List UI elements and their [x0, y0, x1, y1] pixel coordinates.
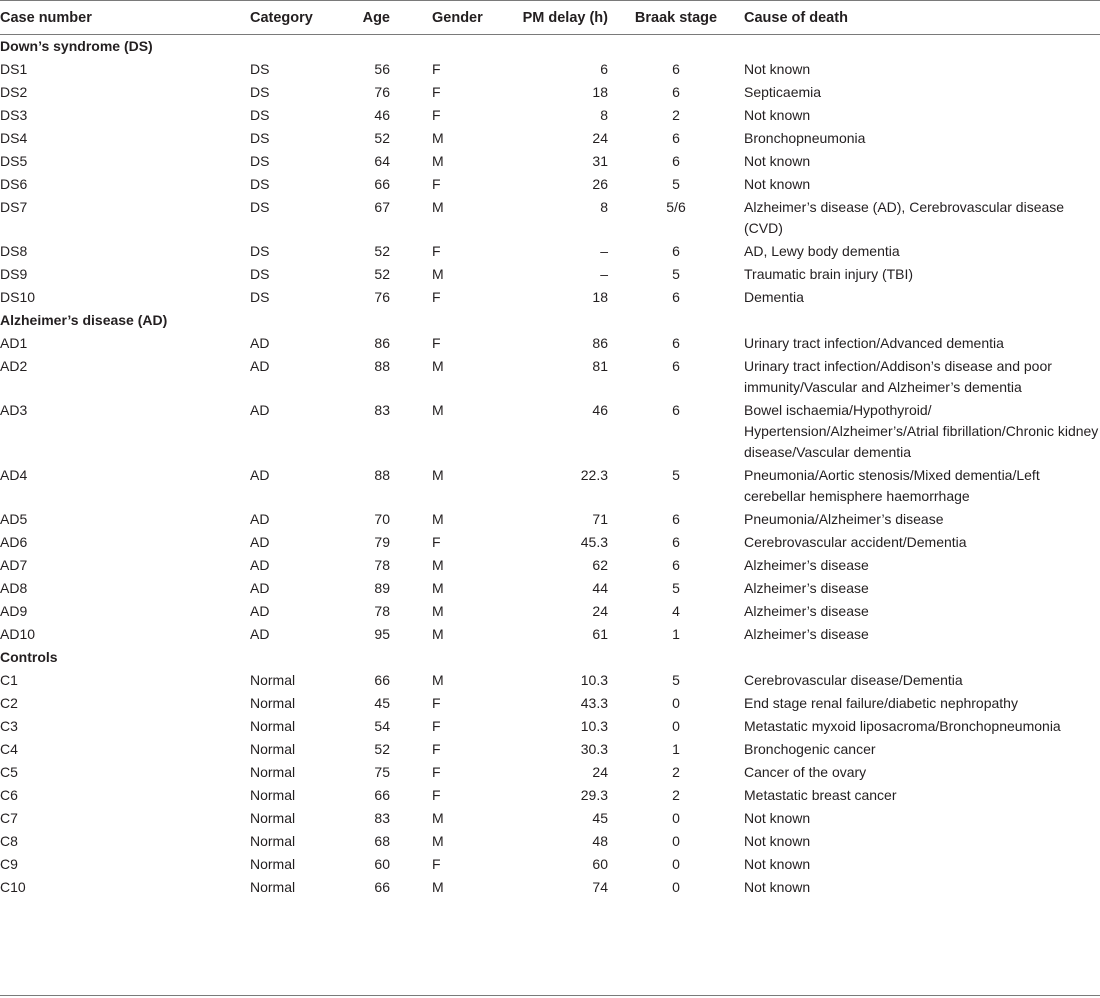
cell-category: AD	[250, 580, 270, 596]
table-row	[0, 263, 1100, 286]
cell-gender: M	[432, 402, 444, 418]
cell-gender: F	[432, 534, 441, 550]
cell-case-number: C8	[0, 833, 18, 849]
cell-braak-stage: 6	[672, 153, 680, 169]
cell-category: AD	[250, 335, 270, 351]
cell-cause-of-death: Bowel ischaemia/Hypothyroid/ Hypertension/Alzheimer’s/Atrial fibrillation/Chronic kidney disease/Vascular dementia	[744, 402, 1099, 460]
cell-age: 54	[374, 718, 390, 734]
header-age: Age	[362, 9, 390, 26]
cell-category: Normal	[250, 787, 296, 803]
cell-case-number: C3	[0, 718, 18, 734]
cell-case-number: AD8	[0, 580, 28, 596]
cell-spacer	[390, 692, 432, 715]
cell-pm-delay: 74	[592, 879, 608, 895]
cell-age: 79	[374, 534, 390, 550]
cell-age: 75	[374, 764, 390, 780]
table-body	[0, 35, 1100, 900]
table-row	[0, 464, 1100, 508]
cell-cause-of-death: Not known	[744, 107, 811, 123]
table-row	[0, 876, 1100, 899]
table-row	[0, 286, 1100, 309]
cell-cause-of-death: Not known	[744, 856, 811, 872]
table-row	[0, 150, 1100, 173]
cell-age: 83	[374, 402, 390, 418]
table-row	[0, 830, 1100, 853]
cell-age: 66	[374, 672, 390, 688]
cell-gender: M	[432, 511, 444, 527]
cell-category: Normal	[250, 764, 296, 780]
table-row	[0, 715, 1100, 738]
header-cause-of-death: Cause of death	[744, 9, 848, 26]
cell-spacer	[390, 150, 432, 173]
cell-case-number: C9	[0, 856, 18, 872]
cell-cause-of-death: Cerebrovascular accident/Dementia	[744, 534, 967, 550]
cell-spacer	[390, 399, 432, 464]
cell-age: 56	[374, 61, 390, 77]
cell-spacer	[390, 876, 432, 899]
cell-category: AD	[250, 534, 270, 550]
cell-cause-of-death: Not known	[744, 879, 811, 895]
table-row	[0, 173, 1100, 196]
group-header-row	[0, 646, 1100, 669]
cell-spacer	[390, 807, 432, 830]
cell-spacer	[390, 577, 432, 600]
cell-gender: F	[432, 84, 441, 100]
cell-case-number: DS10	[0, 289, 36, 305]
cell-cause-of-death: Alzheimer’s disease	[744, 603, 869, 619]
group-title: Controls	[0, 649, 58, 665]
cell-category: AD	[250, 626, 270, 642]
cell-spacer	[390, 464, 432, 508]
cell-pm-delay: –	[600, 243, 608, 259]
cell-pm-delay: 24	[592, 130, 608, 146]
cell-age: 95	[374, 626, 390, 642]
cell-braak-stage: 6	[672, 84, 680, 100]
cell-pm-delay: 31	[592, 153, 608, 169]
table-row	[0, 623, 1100, 646]
cell-spacer	[390, 853, 432, 876]
group-header-row	[0, 35, 1100, 59]
cell-braak-stage: 0	[672, 810, 680, 826]
cell-cause-of-death: Not known	[744, 176, 811, 192]
cell-spacer	[390, 81, 432, 104]
cell-braak-stage: 5/6	[666, 199, 686, 215]
cell-spacer	[390, 830, 432, 853]
cell-pm-delay: 24	[592, 603, 608, 619]
cell-category: AD	[250, 467, 270, 483]
cell-case-number: DS7	[0, 199, 28, 215]
cell-spacer	[390, 104, 432, 127]
cell-category: DS	[250, 176, 270, 192]
cell-spacer	[390, 508, 432, 531]
cell-gender: F	[432, 107, 441, 123]
cell-age: 86	[374, 335, 390, 351]
cell-age: 60	[374, 856, 390, 872]
cell-case-number: AD1	[0, 335, 28, 351]
cell-pm-delay: 18	[592, 84, 608, 100]
cell-age: 45	[374, 695, 390, 711]
cell-pm-delay: 8	[600, 199, 608, 215]
cell-gender: F	[432, 718, 441, 734]
cell-cause-of-death: Urinary tract infection/Addison’s disease and poor immunity/Vascular and Alzheimer’s dementia	[744, 358, 1052, 395]
cell-cause-of-death: End stage renal failure/diabetic nephropathy	[744, 695, 1018, 711]
cell-case-number: DS6	[0, 176, 28, 192]
cell-category: Normal	[250, 672, 296, 688]
cell-spacer	[390, 531, 432, 554]
cell-gender: F	[432, 695, 441, 711]
cell-category: Normal	[250, 833, 296, 849]
cell-gender: F	[432, 764, 441, 780]
cell-gender: M	[432, 467, 444, 483]
cell-cause-of-death: Cancer of the ovary	[744, 764, 867, 780]
cell-pm-delay: 45.3	[580, 534, 608, 550]
cell-pm-delay: 10.3	[580, 718, 608, 734]
cell-case-number: C1	[0, 672, 18, 688]
cell-pm-delay: 46	[592, 402, 608, 418]
cell-braak-stage: 6	[672, 130, 680, 146]
cell-cause-of-death: Traumatic brain injury (TBI)	[744, 266, 914, 282]
cell-cause-of-death: Alzheimer’s disease	[744, 557, 869, 573]
cell-case-number: DS1	[0, 61, 28, 77]
cell-age: 88	[374, 358, 390, 374]
cell-category: AD	[250, 358, 270, 374]
cell-category: Normal	[250, 718, 296, 734]
cell-braak-stage: 0	[672, 833, 680, 849]
cell-braak-stage: 0	[672, 718, 680, 734]
table-row	[0, 692, 1100, 715]
cell-gender: M	[432, 672, 444, 688]
cell-braak-stage: 5	[672, 672, 680, 688]
cell-category: Normal	[250, 741, 296, 757]
cell-pm-delay: 30.3	[580, 741, 608, 757]
cell-spacer	[390, 127, 432, 150]
table-row	[0, 577, 1100, 600]
table-row	[0, 104, 1100, 127]
cell-age: 66	[374, 879, 390, 895]
cell-pm-delay: 60	[592, 856, 608, 872]
cell-case-number: DS2	[0, 84, 28, 100]
header-braak-stage: Braak stage	[634, 9, 718, 26]
cell-braak-stage: 2	[672, 787, 680, 803]
cell-case-number: AD10	[0, 626, 36, 642]
cell-pm-delay: 18	[592, 289, 608, 305]
cell-age: 52	[374, 130, 390, 146]
cell-case-number: AD4	[0, 467, 28, 483]
cell-pm-delay: 86	[592, 335, 608, 351]
cell-age: 52	[374, 266, 390, 282]
table-row	[0, 554, 1100, 577]
cell-pm-delay: 62	[592, 557, 608, 573]
cell-age: 88	[374, 467, 390, 483]
cell-braak-stage: 4	[672, 603, 680, 619]
cell-spacer	[390, 715, 432, 738]
cell-age: 83	[374, 810, 390, 826]
cell-case-number: C2	[0, 695, 18, 711]
cell-case-number: DS3	[0, 107, 28, 123]
table-row	[0, 127, 1100, 150]
cell-category: AD	[250, 557, 270, 573]
cell-case-number: C4	[0, 741, 18, 757]
cell-cause-of-death: Alzheimer’s disease	[744, 580, 869, 596]
table-row	[0, 531, 1100, 554]
cell-cause-of-death: Not known	[744, 153, 811, 169]
cell-age: 64	[374, 153, 390, 169]
cell-category: DS	[250, 199, 270, 215]
table-row	[0, 600, 1100, 623]
cell-gender: F	[432, 335, 441, 351]
table-row	[0, 784, 1100, 807]
cell-gender: M	[432, 833, 444, 849]
cell-category: Normal	[250, 695, 296, 711]
cell-age: 66	[374, 787, 390, 803]
table-row	[0, 332, 1100, 355]
cell-cause-of-death: Pneumonia/Aortic stenosis/Mixed dementia/Left cerebellar hemisphere haemorrhage	[744, 467, 1040, 504]
cell-pm-delay: 22.3	[580, 467, 608, 483]
cell-case-number: AD5	[0, 511, 28, 527]
cell-spacer	[390, 355, 432, 399]
cell-pm-delay: 48	[592, 833, 608, 849]
cell-case-number: AD3	[0, 402, 28, 418]
cell-braak-stage: 6	[672, 243, 680, 259]
table-row	[0, 399, 1100, 464]
table-row	[0, 669, 1100, 692]
cell-pm-delay: –	[600, 266, 608, 282]
cell-spacer	[390, 669, 432, 692]
cell-braak-stage: 6	[672, 557, 680, 573]
cell-cause-of-death: Septicaemia	[744, 84, 822, 100]
cell-gender: M	[432, 580, 444, 596]
cell-category: DS	[250, 289, 270, 305]
header-category: Category	[250, 9, 313, 26]
cell-case-number: DS4	[0, 130, 28, 146]
table-row	[0, 807, 1100, 830]
cell-category: DS	[250, 84, 270, 100]
cell-pm-delay: 10.3	[580, 672, 608, 688]
cell-braak-stage: 6	[672, 335, 680, 351]
cell-braak-stage: 5	[672, 580, 680, 596]
cell-gender: F	[432, 61, 441, 77]
cell-gender: M	[432, 153, 444, 169]
cell-cause-of-death: Cerebrovascular disease/Dementia	[744, 672, 963, 688]
cell-pm-delay: 24	[592, 764, 608, 780]
table-row	[0, 508, 1100, 531]
cell-case-number: C5	[0, 764, 18, 780]
cell-spacer	[390, 784, 432, 807]
cell-category: AD	[250, 511, 270, 527]
cell-spacer	[390, 263, 432, 286]
cell-spacer	[390, 240, 432, 263]
cell-braak-stage: 6	[672, 511, 680, 527]
group-title: Alzheimer’s disease (AD)	[0, 312, 168, 328]
cell-braak-stage: 6	[672, 534, 680, 550]
cell-braak-stage: 1	[672, 741, 680, 757]
cell-age: 78	[374, 603, 390, 619]
cell-gender: M	[432, 879, 444, 895]
cell-age: 76	[374, 84, 390, 100]
cell-pm-delay: 43.3	[580, 695, 608, 711]
cell-spacer	[390, 623, 432, 646]
cell-pm-delay: 26	[592, 176, 608, 192]
cell-pm-delay: 81	[592, 358, 608, 374]
cell-spacer	[390, 600, 432, 623]
cell-braak-stage: 5	[672, 266, 680, 282]
cell-case-number: AD7	[0, 557, 28, 573]
cell-gender: F	[432, 741, 441, 757]
cell-category: DS	[250, 61, 270, 77]
cell-cause-of-death: Not known	[744, 810, 811, 826]
cell-gender: F	[432, 176, 441, 192]
table-row	[0, 853, 1100, 876]
cell-case-number: AD6	[0, 534, 28, 550]
cell-age: 67	[374, 199, 390, 215]
cell-braak-stage: 0	[672, 856, 680, 872]
cell-category: Normal	[250, 879, 296, 895]
cell-braak-stage: 2	[672, 764, 680, 780]
cell-cause-of-death: AD, Lewy body dementia	[744, 243, 900, 259]
cell-age: 52	[374, 243, 390, 259]
table-row	[0, 58, 1100, 81]
cell-category: DS	[250, 153, 270, 169]
cell-category: DS	[250, 243, 270, 259]
header-case-number: Case number	[0, 9, 92, 26]
cell-case-number: AD2	[0, 358, 28, 374]
cell-gender: M	[432, 810, 444, 826]
cell-gender: M	[432, 266, 444, 282]
cell-age: 78	[374, 557, 390, 573]
cell-spacer	[390, 738, 432, 761]
cell-gender: M	[432, 557, 444, 573]
cell-category: Normal	[250, 856, 296, 872]
cell-age: 76	[374, 289, 390, 305]
cell-braak-stage: 5	[672, 176, 680, 192]
table-row	[0, 738, 1100, 761]
group-header-row	[0, 309, 1100, 332]
cell-case-number: DS8	[0, 243, 28, 259]
cell-gender: F	[432, 243, 441, 259]
cell-pm-delay: 29.3	[580, 787, 608, 803]
cell-case-number: C10	[0, 879, 26, 895]
cell-gender: M	[432, 130, 444, 146]
cell-cause-of-death: Not known	[744, 833, 811, 849]
cell-spacer	[390, 173, 432, 196]
cell-cause-of-death: Metastatic myxoid liposacroma/Bronchopneumonia	[744, 718, 1061, 734]
cell-cause-of-death: Alzheimer’s disease (AD), Cerebrovascular disease (CVD)	[744, 199, 1065, 236]
cell-pm-delay: 6	[600, 61, 608, 77]
cell-pm-delay: 8	[600, 107, 608, 123]
cell-cause-of-death: Metastatic breast cancer	[744, 787, 897, 803]
cell-braak-stage: 6	[672, 61, 680, 77]
cell-age: 66	[374, 176, 390, 192]
cell-braak-stage: 1	[672, 626, 680, 642]
cell-pm-delay: 61	[592, 626, 608, 642]
group-title: Down’s syndrome (DS)	[0, 38, 153, 54]
cell-category: DS	[250, 266, 270, 282]
cell-spacer	[390, 196, 432, 240]
cell-age: 89	[374, 580, 390, 596]
cell-cause-of-death: Bronchogenic cancer	[744, 741, 876, 757]
cell-cause-of-death: Urinary tract infection/Advanced dementia	[744, 335, 1004, 351]
cell-spacer	[390, 58, 432, 81]
cell-age: 70	[374, 511, 390, 527]
cell-braak-stage: 6	[672, 289, 680, 305]
cell-braak-stage: 6	[672, 402, 680, 418]
cell-age: 68	[374, 833, 390, 849]
cell-category: DS	[250, 130, 270, 146]
cell-gender: M	[432, 626, 444, 642]
cell-braak-stage: 0	[672, 879, 680, 895]
cell-age: 52	[374, 741, 390, 757]
cell-braak-stage: 5	[672, 467, 680, 483]
cell-case-number: C7	[0, 810, 18, 826]
cell-gender: M	[432, 358, 444, 374]
cell-braak-stage: 2	[672, 107, 680, 123]
cell-case-number: DS5	[0, 153, 28, 169]
table-row	[0, 81, 1100, 104]
cell-case-number: DS9	[0, 266, 28, 282]
cell-category: Normal	[250, 810, 296, 826]
cell-category: AD	[250, 402, 270, 418]
cell-category: AD	[250, 603, 270, 619]
table-header	[0, 1, 1100, 35]
table-row	[0, 240, 1100, 263]
cell-gender: M	[432, 603, 444, 619]
bottom-rule	[0, 995, 1100, 996]
cell-pm-delay: 71	[592, 511, 608, 527]
cell-cause-of-death: Not known	[744, 61, 811, 77]
cell-case-number: C6	[0, 787, 18, 803]
cell-spacer	[390, 554, 432, 577]
table-row	[0, 761, 1100, 784]
cell-pm-delay: 44	[592, 580, 608, 596]
table-row	[0, 196, 1100, 240]
cell-category: DS	[250, 107, 270, 123]
cell-gender: F	[432, 856, 441, 872]
table-row	[0, 355, 1100, 399]
cell-pm-delay: 45	[592, 810, 608, 826]
cell-cause-of-death: Pneumonia/Alzheimer’s disease	[744, 511, 944, 527]
cell-spacer	[390, 332, 432, 355]
cell-braak-stage: 0	[672, 695, 680, 711]
cell-age: 46	[374, 107, 390, 123]
cell-gender: F	[432, 289, 441, 305]
header-pm-delay: PM delay (h)	[522, 9, 608, 26]
cell-gender: F	[432, 787, 441, 803]
cell-spacer	[390, 286, 432, 309]
cell-gender: M	[432, 199, 444, 215]
cell-braak-stage: 6	[672, 358, 680, 374]
cell-cause-of-death: Bronchopneumonia	[744, 130, 866, 146]
cell-case-number: AD9	[0, 603, 28, 619]
cell-cause-of-death: Dementia	[744, 289, 804, 305]
cell-cause-of-death: Alzheimer’s disease	[744, 626, 869, 642]
header-gender: Gender	[432, 9, 483, 26]
cell-spacer	[390, 761, 432, 784]
header-spacer	[390, 1, 432, 35]
